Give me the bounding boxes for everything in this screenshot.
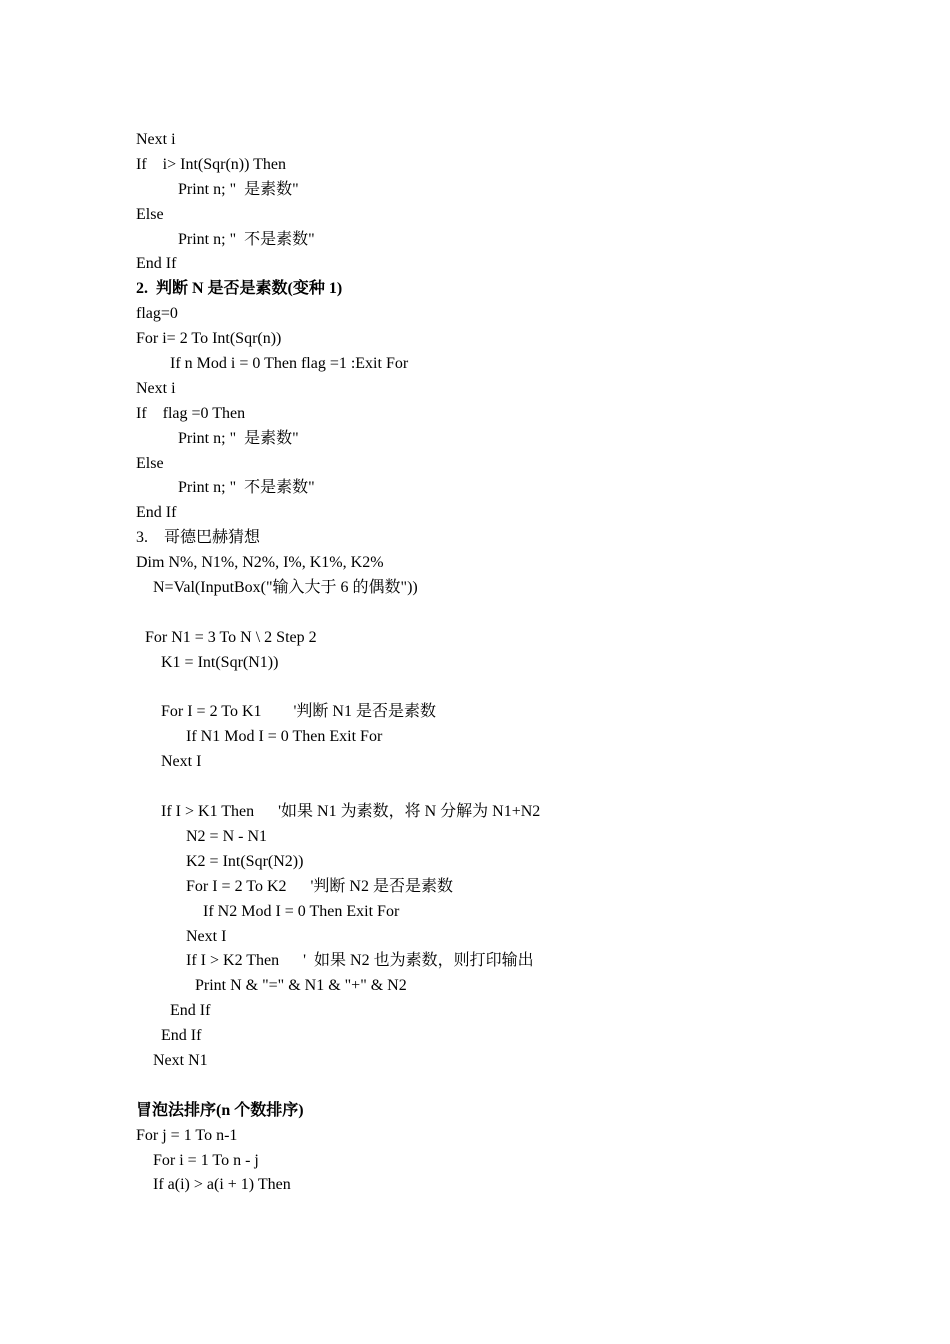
section-heading: 2. 判断 N 是否是素数(变种 1)	[136, 280, 343, 298]
blank-line	[136, 601, 896, 626]
code-line: Print n; " 是素数"	[178, 429, 299, 447]
code-line: If I > K1 Then '如果 N1 为素数，将 N 分解为 N1+N2	[161, 803, 541, 821]
code-line: N2 = N - N1	[186, 827, 268, 845]
code-line: K2 = Int(Sqr(N2))	[186, 852, 304, 870]
code-line: If N2 Mod I = 0 Then Exit For	[203, 902, 400, 920]
blank-line	[136, 1074, 896, 1099]
code-line: Next i	[136, 379, 176, 397]
code-line: End If	[161, 1027, 202, 1045]
code-line: End If	[136, 255, 177, 273]
code-line: flag=0	[136, 305, 178, 323]
code-line: N=Val(InputBox("输入大于 6 的偶数"))	[153, 579, 418, 597]
code-line: K1 = Int(Sqr(N1))	[161, 653, 279, 671]
code-line: End If	[136, 504, 177, 522]
code-line: Next I	[161, 753, 202, 771]
section-heading: 冒泡法排序(n 个数排序)	[136, 1101, 304, 1119]
code-line: If i> Int(Sqr(n)) Then	[136, 155, 287, 173]
code-line: Print N & "=" & N1 & "+" & N2	[195, 977, 407, 995]
blank-line	[136, 775, 896, 800]
code-line: Print n; " 不是素数"	[178, 479, 315, 497]
blank-line	[136, 676, 896, 701]
code-line: Print n; " 是素数"	[178, 180, 299, 198]
section-heading: 3. 哥德巴赫猜想	[136, 529, 261, 547]
code-line: For I = 2 To K2 '判断 N2 是否是素数	[186, 877, 453, 895]
code-line: If n Mod i = 0 Then flag =1 :Exit For	[170, 355, 409, 373]
code-line: End If	[170, 1002, 211, 1020]
code-line: For i = 1 To n - j	[153, 1151, 259, 1169]
code-line: For i= 2 To Int(Sqr(n))	[136, 330, 282, 348]
code-line: For j = 1 To n-1	[136, 1126, 238, 1144]
code-line: If flag =0 Then	[136, 404, 246, 422]
code-line: Next I	[186, 927, 227, 945]
code-line: Dim N%, N1%, N2%, I%, K1%, K2%	[136, 554, 384, 572]
code-line: Next N1	[153, 1051, 208, 1069]
code-line: Else	[136, 205, 164, 223]
code-line: If a(i) > a(i + 1) Then	[153, 1176, 291, 1194]
code-line: Next i	[136, 131, 176, 148]
code-line: Print n; " 不是素数"	[178, 230, 315, 248]
code-line: For I = 2 To K1 '判断 N1 是否是素数	[161, 703, 436, 721]
code-line: If I > K2 Then ' 如果 N2 也为素数，则打印输出	[186, 952, 534, 970]
code-listing	[136, 128, 896, 1198]
code-line: For N1 = 3 To N \ 2 Step 2	[145, 628, 317, 646]
code-line: If N1 Mod I = 0 Then Exit For	[186, 728, 383, 746]
code-line: Else	[136, 454, 164, 472]
